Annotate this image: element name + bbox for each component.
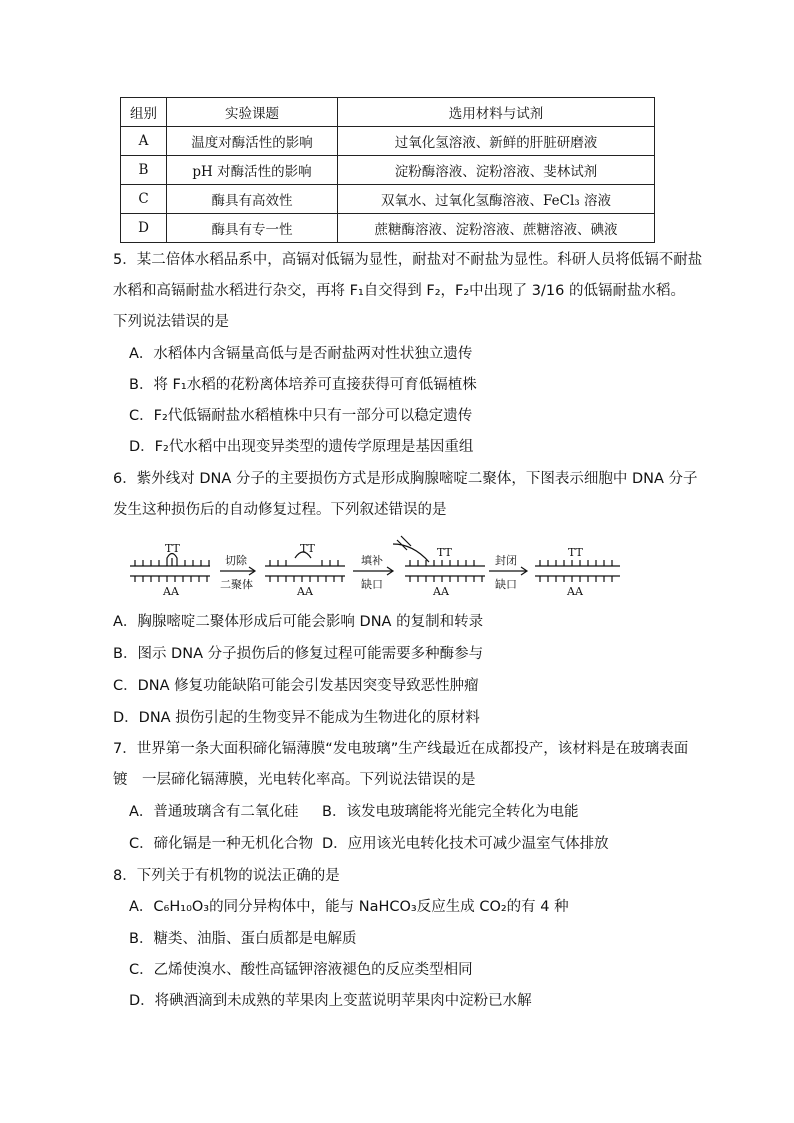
diagram-label-tt: TT bbox=[437, 546, 452, 559]
q8-stem-line1: 8．下列关于有机物的说法正确的是 bbox=[113, 868, 340, 884]
step1-bottom-label: 二聚体 bbox=[220, 578, 253, 591]
table-cell: D bbox=[121, 214, 167, 243]
step2-bottom-label: 缺口 bbox=[361, 578, 383, 591]
q6-option-b: B．图示 DNA 分子损伤后的修复过程可能需要多种酶参与 bbox=[113, 646, 484, 662]
q5-option-a: A．水稻体内含镉量高低与是否耐盐两对性状独立遗传 bbox=[129, 346, 473, 362]
diagram-label-tt: TT bbox=[300, 542, 315, 555]
q6-stem-line1: 6．紫外线对 DNA 分子的主要损伤方式是形成胸腺嘧啶二聚体，下图表示细胞中 DNA 分子 bbox=[113, 471, 698, 487]
q7-option-b: B．该发电玻璃能将光能完全转化为电能 bbox=[322, 804, 579, 820]
q7-option-d: D．应用该光电转化技术可减少温室气体排放 bbox=[322, 836, 609, 852]
table-cell: 蔗糖酶溶液、淀粉溶液、蔗糖溶液、碘液 bbox=[338, 214, 655, 243]
diagram-label-aa: AA bbox=[433, 585, 449, 598]
q5-option-b: B．将 F₁水稻的花粉离体培养可直接获得可育低镉植株 bbox=[129, 377, 477, 393]
table-row bbox=[121, 156, 655, 185]
step1-top-label: 切除 bbox=[225, 554, 247, 567]
table-header: 选用材料与试剂 bbox=[338, 98, 655, 127]
step3-bottom-label: 缺口 bbox=[495, 578, 517, 591]
q5-stem-line3: 下列说法错误的是 bbox=[113, 314, 229, 330]
q6-option-c: C．DNA 修复功能缺陷可能会引发基因突变导致恶性肿瘤 bbox=[113, 678, 479, 694]
diagram-label-aa: AA bbox=[297, 585, 313, 598]
q7-option-a: A．普通玻璃含有二氧化硅 bbox=[129, 804, 299, 820]
diagram-label-tt: TT bbox=[568, 546, 583, 559]
q7-stem-line2: 镀 一层碲化镉薄膜，光电转化率高。下列说法错误的是 bbox=[113, 772, 476, 788]
table-cell: 温度对酶活性的影响 bbox=[167, 127, 338, 156]
q5-stem-line2: 水稻和高镉耐盐水稻进行杂交，再将 F₁自交得到 F₂，F₂中出现了 3/16 的低镉耐盐水稻。 bbox=[113, 283, 685, 299]
step3-top-label: 封闭 bbox=[495, 554, 517, 567]
q5-option-c: C．F₂代低镉耐盐水稻植株中只有一部分可以稳定遗传 bbox=[129, 408, 473, 424]
diagram-label-aa: AA bbox=[567, 585, 583, 598]
q7-option-c: C．碲化镉是一种无机化合物 bbox=[129, 836, 314, 852]
diagram-label-tt: TT bbox=[165, 542, 180, 555]
q8-option-c: C．乙烯使溴水、酸性高锰钾溶液褪色的反应类型相同 bbox=[129, 962, 473, 978]
table-row bbox=[121, 127, 655, 156]
table-cell: 过氧化氢溶液、新鲜的肝脏研磨液 bbox=[338, 127, 655, 156]
table-header-row bbox=[121, 98, 655, 127]
experiment-table bbox=[120, 97, 655, 243]
q6-stem-line2: 发生这种损伤后的自动修复过程。下列叙述错误的是 bbox=[113, 502, 447, 518]
table-cell: C bbox=[121, 185, 167, 214]
table-header: 实验课题 bbox=[167, 98, 338, 127]
q5-stem-line1: 5．某二倍体水稻品系中，高镉对低镉为显性，耐盐对不耐盐为显性。科研人员将低镉不耐盐 bbox=[113, 252, 703, 268]
q7-stem-line1: 7．世界第一条大面积碲化镉薄膜“发电玻璃”生产线最近在成都投产，该材料是在玻璃表面 bbox=[113, 741, 689, 757]
q6-option-a: A．胸腺嘧啶二聚体形成后可能会影响 DNA 的复制和转录 bbox=[113, 614, 484, 630]
table-row bbox=[121, 185, 655, 214]
table-cell: 酶具有高效性 bbox=[167, 185, 338, 214]
table-cell: 淀粉酶溶液、淀粉溶液、斐林试剂 bbox=[338, 156, 655, 185]
q8-option-a: A．C₆H₁₀O₃的同分异构体中，能与 NaHCO₃反应生成 CO₂的有 4 种 bbox=[129, 899, 569, 915]
table-cell: B bbox=[121, 156, 167, 185]
table-row bbox=[121, 214, 655, 243]
q5-option-d: D．F₂代水稻中出现变异类型的遗传学原理是基因重组 bbox=[129, 439, 474, 455]
table-cell: pH 对酶活性的影响 bbox=[167, 156, 338, 185]
step2-top-label: 填补 bbox=[361, 554, 383, 567]
table-cell: 双氧水、过氧化氢酶溶液、FeCl₃ 溶液 bbox=[338, 185, 655, 214]
table-header: 组别 bbox=[121, 98, 167, 127]
table-cell: 酶具有专一性 bbox=[167, 214, 338, 243]
table-cell: A bbox=[121, 127, 167, 156]
q6-option-d: D．DNA 损伤引起的生物变异不能成为生物进化的原材料 bbox=[113, 710, 480, 726]
q8-option-b: B．糖类、油脂、蛋白质都是电解质 bbox=[129, 931, 357, 947]
q8-option-d: D．将碘酒滴到未成熟的苹果肉上变蓝说明苹果肉中淀粉已水解 bbox=[129, 993, 532, 1009]
dna-repair-diagram bbox=[125, 530, 715, 600]
diagram-label-aa: AA bbox=[163, 585, 179, 598]
